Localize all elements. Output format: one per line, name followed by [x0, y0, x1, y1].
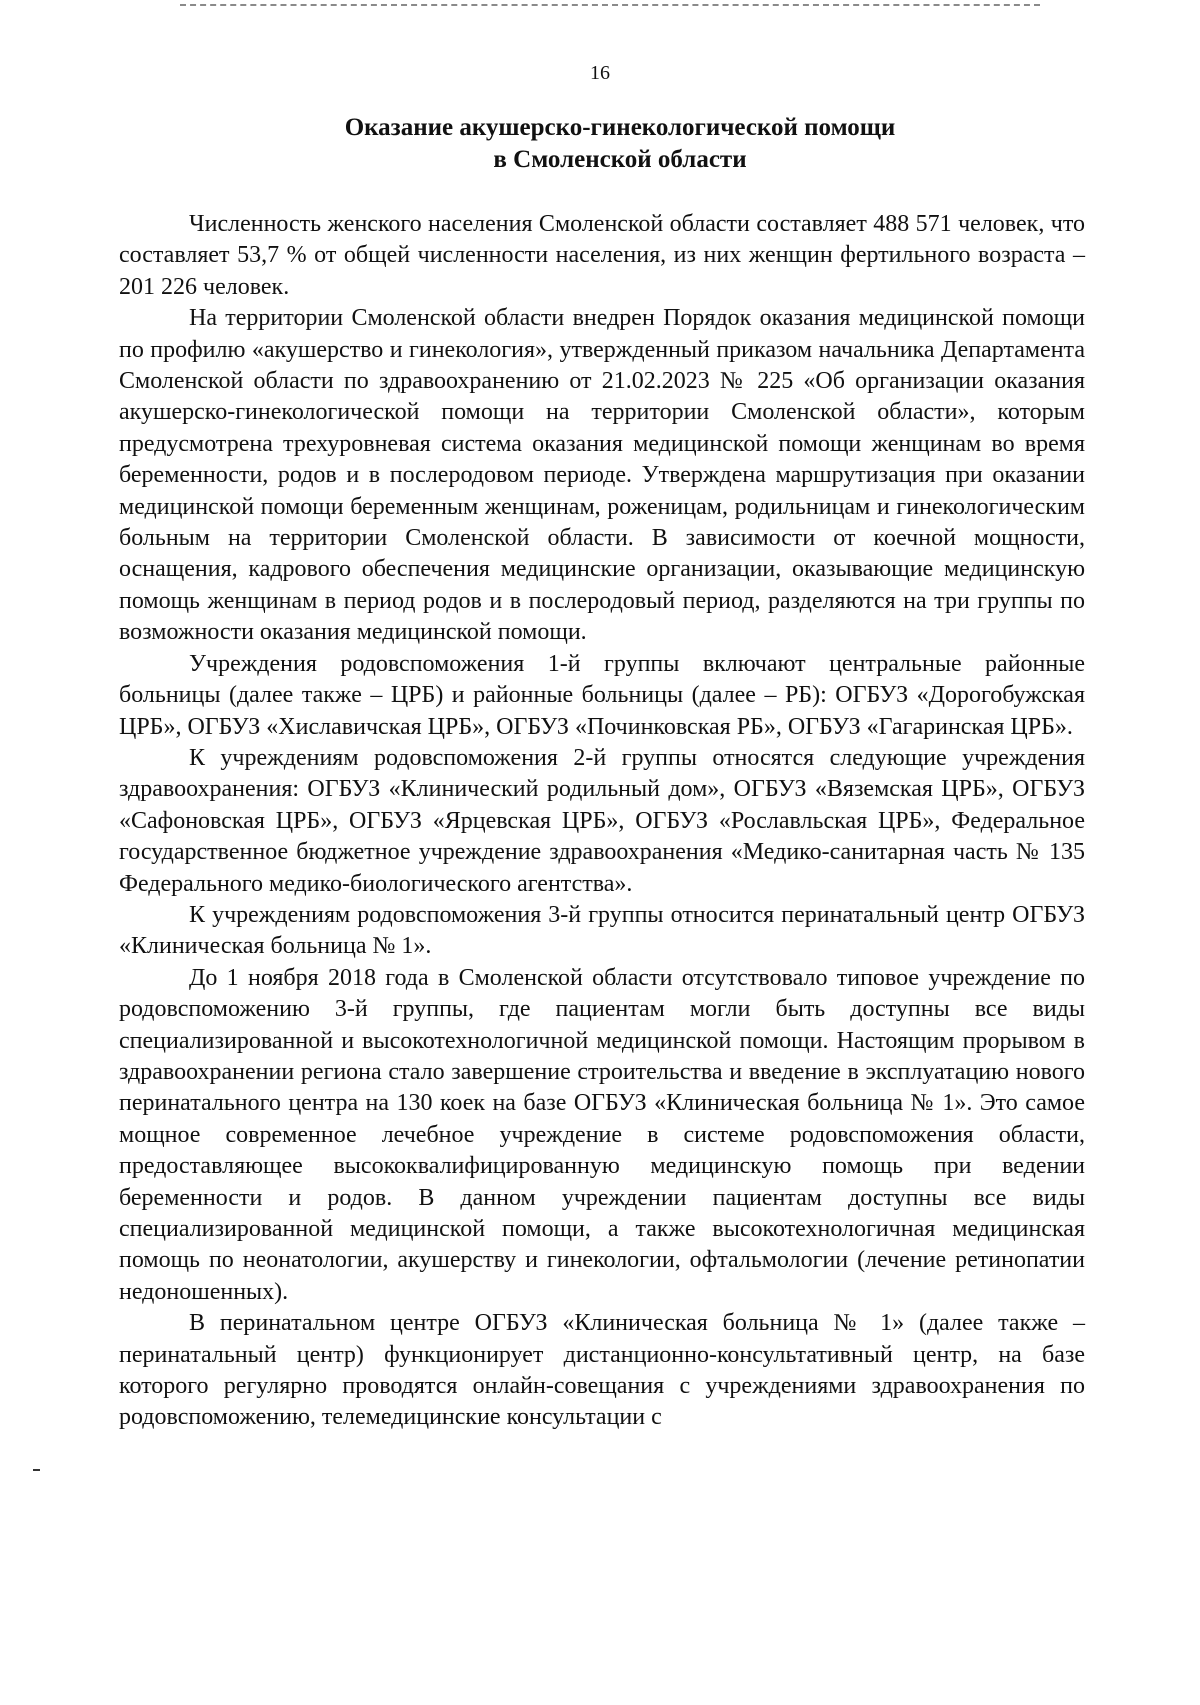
page-number: 16: [590, 62, 610, 84]
paragraph-remote-consulting: В перинатальном центре ОГБУЗ «Клиническая больница № 1» (далее также – перинатальный центр) функционирует дистанционно-консультативный центр, на базе которого регулярно проводятся онлайн-совещания с учреждениями здравоохранения по родовспоможению, телемедицинские консультации с: [119, 1310, 1085, 1431]
scan-margin-mark: [33, 1469, 40, 1471]
paragraph-group-3: К учреждениям родовспоможения 3-й группы относится перинатальный центр ОГБУЗ «Клиническая больница № 1».: [119, 901, 1085, 960]
paragraph-care-procedure: На территории Смоленской области внедрен Порядок оказания медицинской помощи по профилю «акушерство и гинекология», утвержденный приказом начальника Департамента Смоленской области по здравоохранению от 21.02.2023 № 225 «Об организации оказания акушерско-гинекологической помощи на территории Смоленской области», которым предусмотрена трехуровневая система оказания медицинской помощи женщинам во время беременности, родов и в послеродовом периоде. Утверждена маршрутизация при оказании медицинской помощи беременным женщинам, роженицам, родильницам и гинекологическим больным на территории Смоленской области. В зависимости от коечной мощности, оснащения, кадрового обеспечения медицинские организации, оказывающие медицинскую помощь женщинам в период родов и в послеродовый период, разделяются на три группы по возможности оказания медицинской помощи.: [119, 305, 1085, 646]
paragraph-perinatal-center-history: До 1 ноября 2018 года в Смоленской области отсутствовало типовое учреждение по родовспоможению 3-й группы, где пациентам могли быть доступны все виды специализированной и высокотехнологичной медицинской помощи. Настоящим прорывом в здравоохранении региона стало завершение строительства и введение в эксплуатацию нового перинатального центра на 130 коек на базе ОГБУЗ «Клиническая больница № 1». Это самое мощное современное лечебное учреждение в системе родовспоможения области, предоставляющее высококвалифицированную медицинскую помощь при ведении беременности и родов. В данном учреждении пациентам доступны все виды специализированной медицинской помощи, а также высокотехнологичная медицинская помощь по неонатологии, акушерству и гинекологии, офтальмологии (лечение ретинопатии недоношенных).: [119, 964, 1085, 1305]
title-line-1: Оказание акушерско-гинекологической помощи: [344, 114, 896, 141]
paragraph-group-1: Учреждения родовспоможения 1-й группы включают центральные районные больницы (далее также – ЦРБ) и районные больницы (далее – РБ): ОГБУЗ «Дорогобужская ЦРБ», ОГБУЗ «Хиславичская ЦРБ», ОГБУЗ «Починковская РБ», ОГБУЗ «Гагаринская ЦРБ».: [119, 650, 1085, 740]
paragraph-female-population: Численность женского населения Смоленской области составляет 488 571 человек, что составляет 53,7 % от общей численности населения, из них женщин фертильного возраста – 201 226 человек.: [119, 211, 1085, 300]
document-body: [119, 209, 1085, 1434]
paragraph-group-2: К учреждениям родовспоможения 2-й группы относятся следующие учреждения здравоохранения: ОГБУЗ «Клинический родильный дом», ОГБУЗ «Вяземская ЦРБ», ОГБУЗ «Сафоновская ЦРБ», ОГБУЗ «Ярцевская ЦРБ», ОГБУЗ «Рославльская ЦРБ», Федеральное государственное бюджетное учреждение здравоохранения «Медико-санитарная часть № 135 Федерального медико-биологического агентства».: [119, 744, 1085, 897]
document-title: [120, 112, 1120, 176]
scan-edge-line: [180, 4, 1040, 6]
title-line-2: в Смоленской области: [493, 146, 747, 173]
